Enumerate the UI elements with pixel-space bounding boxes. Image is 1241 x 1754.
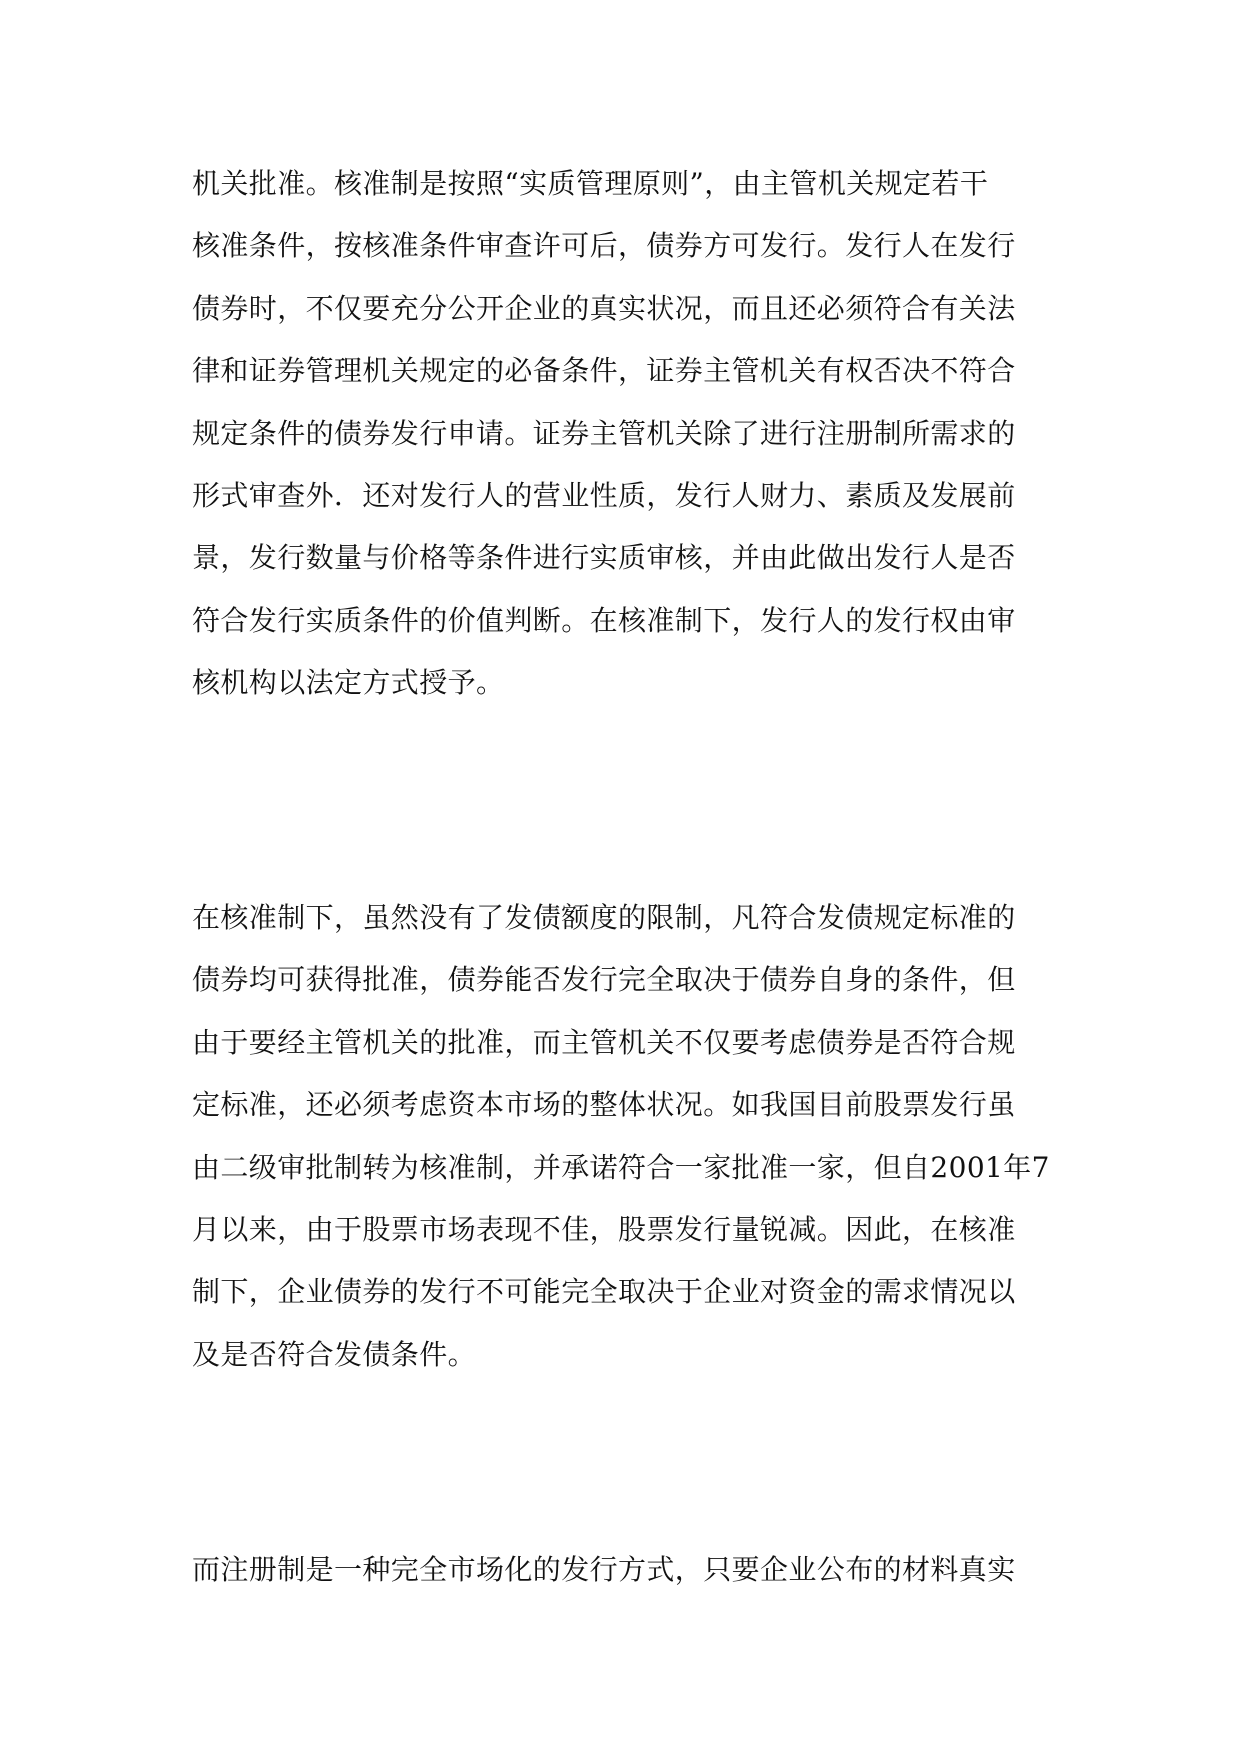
text-line: 在核准制下，虽然没有了发债额度的限制，凡符合发债规定标准的 bbox=[192, 901, 1016, 934]
text-line: 定标准，还必须考虑资本市场的整体状况。如我国目前股票发行虽 bbox=[192, 1088, 1016, 1122]
text-line: 规定条件的债券发行申请。证券主管机关除了进行注册制所需求的 bbox=[192, 416, 1016, 450]
paragraph-approval-system-limits bbox=[192, 887, 1072, 1386]
paragraph-registration-system bbox=[192, 1539, 1072, 1601]
text-line: 及是否符合发债条件。 bbox=[192, 1337, 477, 1371]
text-line: 月以来，由于股票市场表现不佳，股票发行量锐减。因此，在核准 bbox=[192, 1212, 1016, 1246]
text-line: 符合发行实质条件的价值判断。在核准制下，发行人的发行权由审 bbox=[192, 603, 1016, 637]
text-line: 机关批准。核准制是按照“实质管理原则”，由主管机关规定若干 bbox=[192, 167, 989, 200]
text-line: 核准条件，按核准条件审查许可后，债券方可发行。发行人在发行 bbox=[192, 229, 1016, 263]
text-line: 景，发行数量与价格等条件进行实质审核，并由此做出发行人是否 bbox=[192, 541, 1016, 575]
text-line: 制下，企业债券的发行不可能完全取决于企业对资金的需求情况以 bbox=[192, 1275, 1016, 1309]
text-line: 形式审查外．还对发行人的营业性质，发行人财力、素质及发展前 bbox=[192, 478, 1016, 512]
text-line: 由于要经主管机关的批准，而主管机关不仅要考虑债券是否符合规 bbox=[192, 1025, 1016, 1059]
text-line: 由二级审批制转为核准制，并承诺符合一家批准一家，但自2001年7 bbox=[192, 1150, 1050, 1184]
text-line: 律和证券管理机关规定的必备条件，证券主管机关有权否决不符合 bbox=[192, 354, 1016, 388]
paragraph-approval-system-definition bbox=[192, 153, 1072, 715]
text-line: 核机构以法定方式授予。 bbox=[192, 666, 505, 700]
text-line: 而注册制是一种完全市场化的发行方式，只要企业公布的材料真实 bbox=[192, 1553, 1016, 1586]
text-line: 债券时，不仅要充分公开企业的真实状况，而且还必须符合有关法 bbox=[192, 291, 1016, 325]
text-line: 债券均可获得批准，债券能否发行完全取决于债券自身的条件，但 bbox=[192, 963, 1016, 997]
